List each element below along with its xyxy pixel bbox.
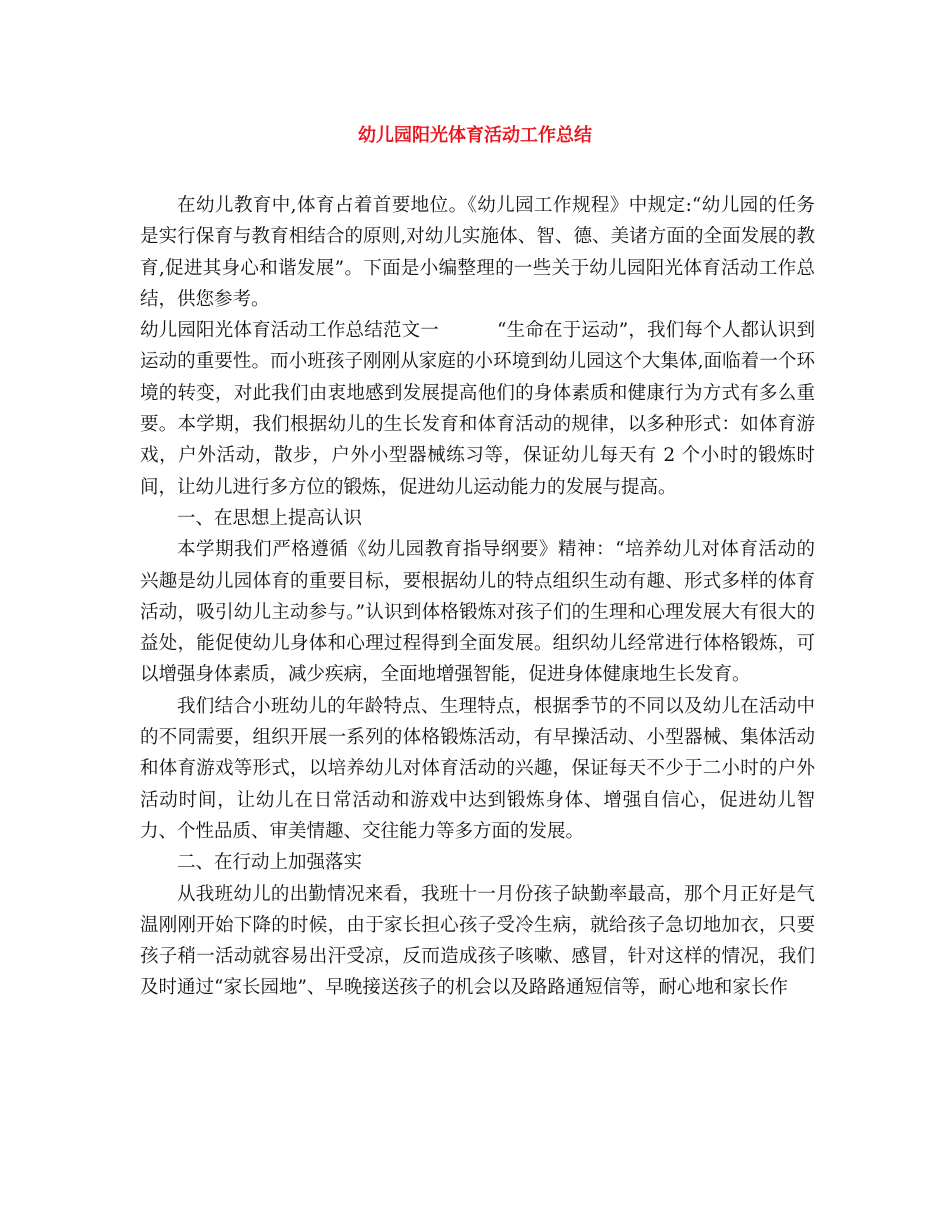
- section-heading-2: 二、在行动上加强落实: [177, 852, 363, 874]
- section-heading-1: 一、在思想上提高认识: [177, 507, 363, 529]
- document-title: 幼儿园阳光体育活动工作总结: [358, 125, 592, 146]
- section1-paragraph-2: 我们结合小班幼儿的年龄特点、生理特点，根据季节的不同以及幼儿在活动中的不同需要，组织开展一系列的体格锻炼活动，有早操活动、小型器械、集体活动和体育游戏等形式，以培养幼儿对体育活动的兴趣，保证每天不少于二小时的户外活动时间，让幼儿在日常活动和游戏中达到锻炼身体、增强自信心，促进幼儿智力、个性品质、审美情趣、交往能力等多方面的发展。: [140, 695, 815, 842]
- sample-heading: 幼儿园阳光体育活动工作总结范文一: [140, 320, 439, 342]
- intro-paragraph: 在幼儿教育中,体育占着首要地位。《幼儿园工作规程》中规定:“幼儿园的任务是实行保育与教育相结合的原则,对幼儿实施体、智、德、美诸方面的全面发展的教育,促进其身心和谐发展”。下面是小编整理的一些关于幼儿园阳光体育活动工作总结，供您参考。: [140, 195, 815, 310]
- sample-paragraph: [140, 315, 815, 503]
- sample-lead-text: “生命在于运动”，我们每个人都认识到运动的重要性。而小班孩子刚刚从家庭的小环境到幼儿园这个大集体,面临着一个环境的转变，对此我们由衷地感到发展提高他们的身体素质和健康行为方式有多么重要。本学期，我们根据幼儿的生长发育和体育活动的规律，以多种形式：如体育游戏，户外活动，散步，户外小型器械练习等，保证幼儿每天有 2 个小时的锻炼时间，让幼儿进行多方位的锻炼，促进幼儿运动能力的发展与提高。: [140, 320, 815, 498]
- section1-paragraph-1: 本学期我们严格遵循《幼儿园教育指导纲要》精神：“培养幼儿对体育活动的兴趣是幼儿园体育的重要目标，要根据幼儿的特点组织生动有趣、形式多样的体育活动，吸引幼儿主动参与。”认识到体格锻炼对孩子们的生理和心理发展大有很大的益处，能促使幼儿身体和心理过程得到全面发展。组织幼儿经常进行体格锻炼，可以增强身体素质，减少疾病，全面地增强智能，促进身体健康地生长发育。: [140, 539, 815, 686]
- section2-paragraph-1: 从我班幼儿的出勤情况来看，我班十一月份孩子缺勤率最高，那个月正好是气温刚刚开始下降的时候，由于家长担心孩子受冷生病，就给孩子急切地加衣，只要孩子稍一活动就容易出汗受凉，反而造成孩子咳嗽、感冒，针对这样的情况，我们及时通过“家长园地”、早晚接送孩子的机会以及路路通短信等，耐心地和家长作: [140, 883, 815, 999]
- document-body: [140, 190, 815, 1004]
